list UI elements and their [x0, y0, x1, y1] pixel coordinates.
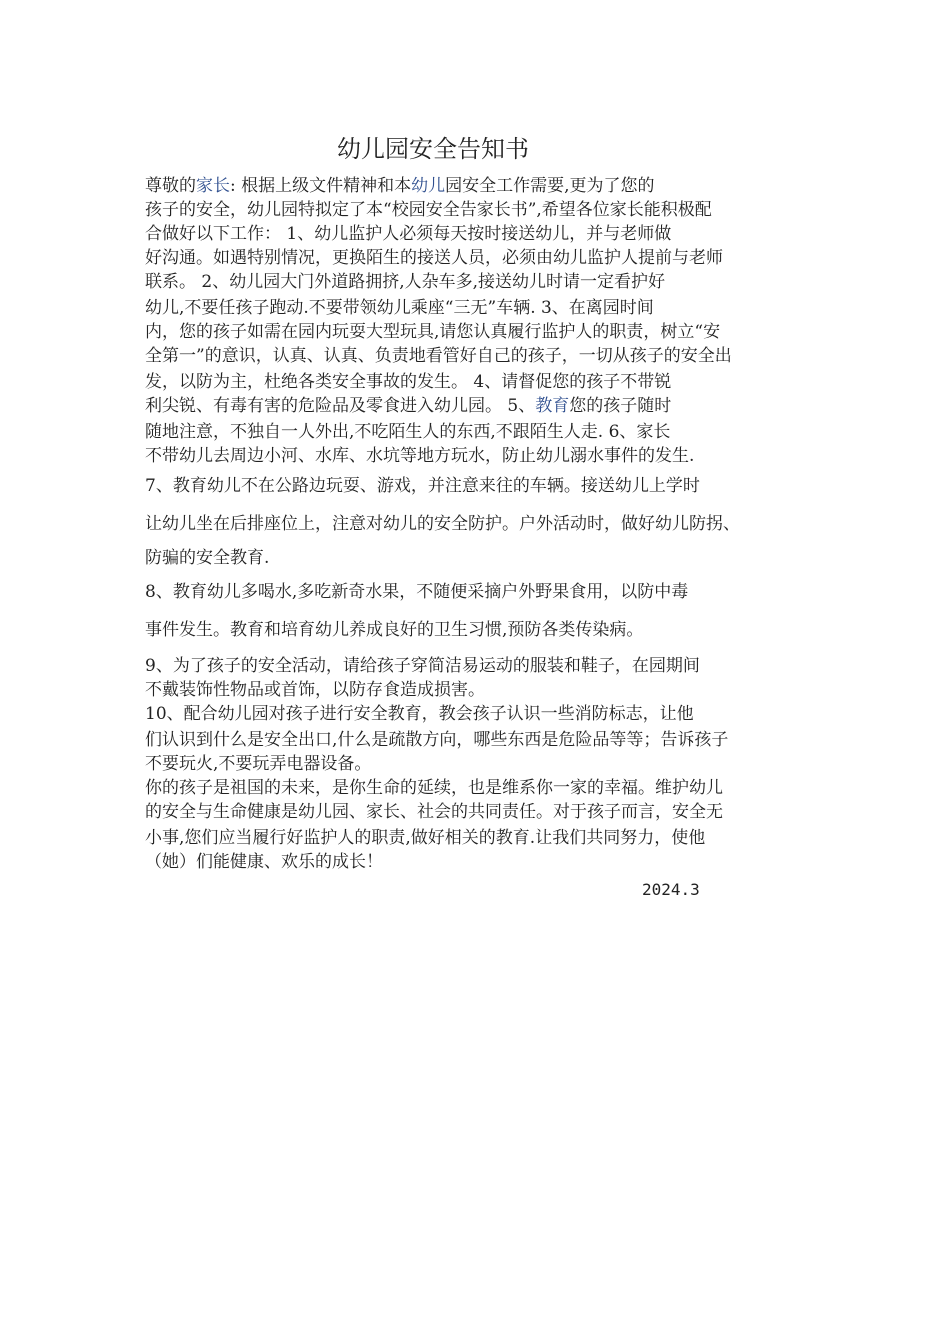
body-text: （她）们能健康、欢乐的成长！: [145, 852, 383, 872]
body-line: [145, 394, 671, 418]
body-text: : 根据上级文件精神和本: [230, 176, 412, 196]
body-line: [145, 370, 671, 394]
body-line: [145, 826, 705, 850]
body-line: [145, 270, 665, 294]
body-line: [145, 222, 671, 246]
body-text: 利尖锐、有毒有害的危险品及零食进入幼儿园。 5、: [145, 396, 536, 416]
body-line: [145, 580, 688, 604]
body-line: [145, 174, 655, 198]
body-text: 不要玩火,不要玩弄电器设备。: [145, 754, 372, 774]
body-line: [145, 678, 485, 702]
body-line: [145, 728, 728, 752]
body-text: 发，以防为主，杜绝各类安全事故的发生。 4、请督促您的孩子不带锐: [145, 372, 672, 392]
keyword-link[interactable]: 家长: [196, 176, 230, 196]
body-text: 尊敬的: [145, 176, 196, 196]
keyword-link[interactable]: 教育: [535, 396, 570, 416]
body-line: [145, 296, 654, 320]
body-text: 8、教育幼儿多喝水,多吃新奇水果，不随便采摘户外野果食用，以防中毒: [145, 582, 689, 602]
document-date: 2024.3: [642, 880, 700, 899]
body-text: 事件发生。教育和培育幼儿养成良好的卫生习惯,预防各类传染病。: [145, 620, 644, 640]
body-line: [145, 702, 694, 726]
body-text: 不带幼儿去周边小河、水库、水坑等地方玩水，防止幼儿溺水事件的发生.: [145, 446, 695, 466]
body-text: 全第一”的意识，认真、认真、负责地看管好自己的孩子，一切从孩子的安全出: [145, 346, 732, 366]
body-text: 让幼儿坐在后排座位上，注意对幼儿的安全防护。户外活动时，做好幼儿防拐、: [145, 514, 740, 534]
body-line: [145, 474, 700, 498]
body-text: 们认识到什么是安全出口,什么是疏散方向，哪些东西是危险品等等；告诉孩子: [145, 730, 729, 750]
body-line: [145, 512, 740, 536]
body-text: 7、教育幼儿不在公路边玩耍、游戏，并注意来往的车辆。接送幼儿上学时: [145, 476, 700, 496]
body-text: 合做好以下工作： 1、幼儿监护人必须每天按时接送幼儿，并与老师做: [145, 224, 672, 244]
body-text: 联系。 2、幼儿园大门外道路拥挤,人杂车多,接送幼儿时请一定看护好: [145, 272, 666, 292]
body-text: 孩子的安全，幼儿园特拟定了本“校园安全告家长书”,希望各位家长能积极配: [145, 200, 712, 220]
body-text: 内，您的孩子如需在园内玩耍大型玩具,请您认真履行监护人的职责，树立“安: [145, 322, 721, 342]
body-text: 10、配合幼儿园对孩子进行安全教育，教会孩子认识一些消防标志，让他: [145, 704, 694, 724]
body-line: [145, 654, 700, 678]
body-line: [145, 344, 732, 368]
body-text: 幼儿,不要任孩子跑动.不要带领幼儿乘座“三无”车辆. 3、在离园时间: [145, 298, 654, 318]
body-line: [145, 546, 269, 570]
body-line: [145, 618, 643, 642]
body-line: [145, 246, 723, 270]
body-line: [145, 752, 371, 776]
body-text: 9、为了孩子的安全活动，请给孩子穿简洁易运动的服装和鞋子，在园期间: [145, 656, 700, 676]
body-line: [145, 850, 383, 874]
body-text: 好沟通。如遇特别情况，更换陌生的接送人员，必须由幼儿监护人提前与老师: [145, 248, 723, 268]
body-text: 园安全工作需要,更为了您的: [445, 176, 655, 196]
body-text: 防骗的安全教育.: [145, 548, 270, 568]
body-text: 小事,您们应当履行好监护人的职责,做好相关的教育.让我们共同努力，使他: [145, 828, 706, 848]
body-text: 随地注意，不独自一人外出,不吃陌生人的东西,不跟陌生人走. 6、家长: [145, 422, 671, 442]
body-text: 的安全与生命健康是幼儿园、家长、社会的共同责任。对于孩子而言，安全无: [145, 802, 723, 822]
body-text: 你的孩子是祖国的未来，是你生命的延续，也是维系你一家的幸福。维护幼儿: [145, 778, 723, 798]
body-line: [145, 420, 670, 444]
body-text: 您的孩子随时: [569, 396, 672, 416]
body-line: [145, 320, 720, 344]
body-line: [145, 800, 723, 824]
body-text: 不戴装饰性物品或首饰，以防存食造成损害。: [145, 680, 485, 700]
document-title: 幼儿园安全告知书: [337, 135, 529, 163]
body-line: [145, 776, 723, 800]
body-line: [145, 198, 712, 222]
keyword-link[interactable]: 幼儿: [411, 176, 446, 196]
body-line: [145, 444, 694, 468]
